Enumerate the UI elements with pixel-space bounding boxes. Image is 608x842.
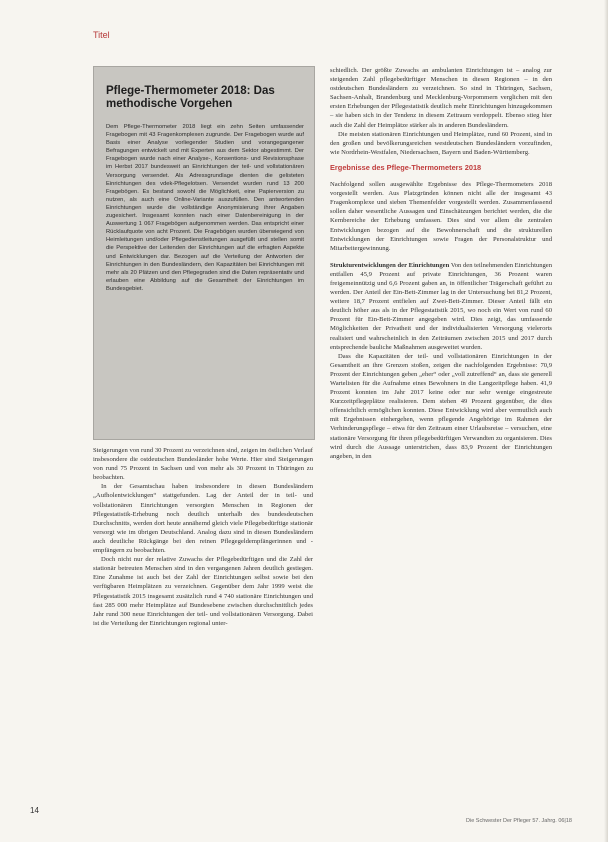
box-title: Pflege-Thermometer 2018: Das methodische Vorgehen [106,85,275,110]
methodology-box [93,66,315,440]
section-label: Titel [93,30,110,40]
paragraph: Dass die Kapazitäten der teil- und vollstationären Einrichtungen in der Gesamtheit an ihre Grenzen stoßen, zeigen die nachfolgenden Ergebnisse: 70,9 Prozent der Einrichtungen geben „eher“ oder „voll zutreffend“ an, dass sie generell Wartelisten für die Aufnahme eines Bewohners in die Langzeitpflege haben. 41,9 Prozent konnten im Jahr 2017 keine oder nur sehr wenige eingestreute Kurzzeitpflegeplätze realisieren. Dem stehen 49 Prozent gegenüber, die dies offensichtlich ermöglichen konnten. Diese Entwicklung wird aber vermutlich auch mit Ergebnissen einhergehen, wenn pflegende Angehörige im Rahmen der Verhinderungspflege – etwa für den Zeitraum einer Urlaubsreise – versuchen, eine stationäre Versorgung für ihren pflegebedürftigen Verwandten zu organisieren. Dies wird durch die Aussage unterstrichen, dass 83,9 Prozent der Einrichtungen angeben, in den [330,352,552,460]
paragraph: In der Gesamtschau haben insbesondere in diesen Bundesländern „Aufholentwicklungen“ stattgefunden. Lag der Anteil der in teil- und vollstationären Einrichtungen versorgten Menschen in Regionen der Pflegestatistik-Erhebung noch deutlich unterhalb des bundesdeutschen Durchschnitts, werden dort heute annähernd gleich viele Pflegebedürftige stationär versorgt wie im übrigen Deutschland. Analog dazu sind in diesen Bundesländern auch deutliche Rückgänge bei den reinen Pflegegeldempfängerinnen und -empfängern zu beobachten. [93,483,313,555]
structure-text: Von den teilnehmenden Einrichtungen entfallen 45,9 Prozent auf private Einrichtungen, 36 Prozent waren freigemeinnützig und 6,6 Prozent gaben an, in öffentlicher Trägerschaft geführt zu werden. Der Anteil der Ein-Bett-Zimmer lag in der Untersuchung bei 81,2 Prozent, weitere 18,7 Prozent entfielen auf Zwei-Bett-Zimmer. Dieser Anteil fällt ein deutlich höher aus als in der Pflegestatistik 2015, wo noch ein Wert von rund 60 Prozent für Ein-Bett-Zimmer angegeben wird. Dies zeigt, das umfassende Möglichkeiten der Privatheit und der individualisierten Versorgung vielerorts realisiert und wahrscheinlich in den Zeiträumen zwischen 2015 und 2017 durch entsprechende bauliche Maßnahmen ausgeweitet wurden. [330,261,553,351]
paragraph: schiedlich. Der größte Zuwachs an ambulanten Einrichtungen ist – analog zur steigenden Zahl pflegebedürftiger Menschen in diesen Regionen – in den ostdeutschen Bundesländern zu verzeichnen. So sind in Thüringen, Sachsen, Sachsen-Anhalt, Brandenburg und Mecklenburg-Vorpommern verglichen mit den ersten Erhebungen der Pflegestatistik deutlich mehr Einrichtungen hinzugekommen – sie haben sich in der Tendenz in diesem Zeitraum verdoppelt. Ebenso stieg hier auch die Zahl der Heimplätze stärker als in anderen Bundesländern. [330,67,552,129]
box-body: Dem Pflege-Thermometer 2018 liegt ein zehn Seiten umfassender Fragebogen mit 43 Fragenkomplexen zugrunde. Der Fragebogen wurde auf Basis einer Analyse vorliegender Studien und vorangegangener Befragungen entwickelt und mit Experten aus dem Sektor abgestimmt. Der Fragebogen wurde nach einer Analyse-, Konsentions- und Revisionsphase im Herbst 2017 bundesweit an Einrichtungen der teil- und vollstationären Versorgung versendet. Als Adressgrundlage dienten die gelisteten Einrichtungen des vdek-Pflegelotsen. Versendet wurden rund 13 200 Fragebögen. Es bestand sowohl die Möglichkeit, eine Papierversion zu nutzen, als auch eine Online-Variante auszufüllen. Den antwortenden Einrichtungen wurde die vollständige Anonymisierung ihrer Angaben zugesichert. Insgesamt konnten nach einer Datenbereinigung in der Auswertung 1 067 Fragebögen aufgenommen werden. Das entspricht einer Rücklaufquote von acht Prozent. Die Fragebögen wurden überwiegend von Heimleitungen und/oder Pflegedienstleitungen ausgefüllt und stellen somit die Perspektive der Leitenden der Einrichtungen auf die erfragten Aspekte und Entwicklungen dar. Bezogen auf die Verteilung der Antworten der Einrichtungen in den Bundesländern, den Kapazitäten bei Einrichtungen mit mehr als 20 Plätzen und den Pflegegraden sind die Daten repräsentativ und erlauben eine Abbildung auf die Gesamtheit der Einrichtungen im Bundesgebiet. [106,124,304,292]
scan-edge-shadow [604,0,608,842]
results-subheading: Ergebnisse des Pflege-Thermometers 2018 [330,162,482,172]
paragraph: Die meisten stationären Einrichtungen und Heimplätze, rund 60 Prozent, sind in den großen und bevölkerungsreichen westdeutschen Bundesländern vorzufinden, wie Nordrhein-Westfalen, Niedersachsen, Bayern und Baden-Württemberg. [330,130,552,156]
page-number: 14 [30,806,39,815]
paragraph: Nachfolgend sollen ausgewählte Ergebnisse des Pflege-Thermometers 2018 vorgestellt werden. Aus Platzgründen können nicht alle der insgesamt 43 Fragenkomplexe und sieben Themenfelder vorgestellt werden. Zusammenfassend sollen daher wesentliche Aussagen und Einschätzungen berichtet werden, die die Kernbereiche der Erhebung umfassen. Dies sind vor allem die zentralen Entwicklungen bezogen auf die Bewohnerschaft und die strukturellen Entwicklungen der Einrichtungen sowie Fragen der Personalstruktur und Mitarbeitergewinnung. [330,181,552,252]
right-column [330,66,552,461]
structure-paragraph [330,261,552,352]
runin-heading: Strukturentwicklungen der Einrichtungen [330,261,450,269]
journal-reference: Die Schwester Der Pfleger 57. Jahrg. 06|18 [466,818,572,824]
paragraph: Steigerungen von rund 30 Prozent zu verzeichnen sind, zeigen im östlichen Verlauf insbesondere die ostdeutschen Bundesländer hohe Werte. Hier sind Steigerungen von rund 75 Prozent in Sachsen und von mehr als 30 Prozent in Thüringen zu beobachten. [93,447,313,482]
paragraph: Doch nicht nur der relative Zuwachs der Pflegebedürftigen und die Zahl der stationär betreuten Menschen sind in den vergangenen Jahren deutlich gestiegen. Eine Zunahme ist auch bei der Zahl der Einrichtungen selbst sowie bei den verfügbaren Heimplätzen zu verzeichnen. Gegenüber dem Jahr 1999 weist die Pflegestatistik 2015 insgesamt zusätzlich rund 4 740 stationäre Einrichtungen und fast 285 000 mehr Heimplätze auf Bundesebene zwischen durchschnittlich jedes Jahr rund 300 neue Einrichtungen der teil- und vollstationären Versorgung. Dabei ist die Verteilung der Einrichtungen regional unter- [93,556,313,627]
left-column [93,446,313,628]
